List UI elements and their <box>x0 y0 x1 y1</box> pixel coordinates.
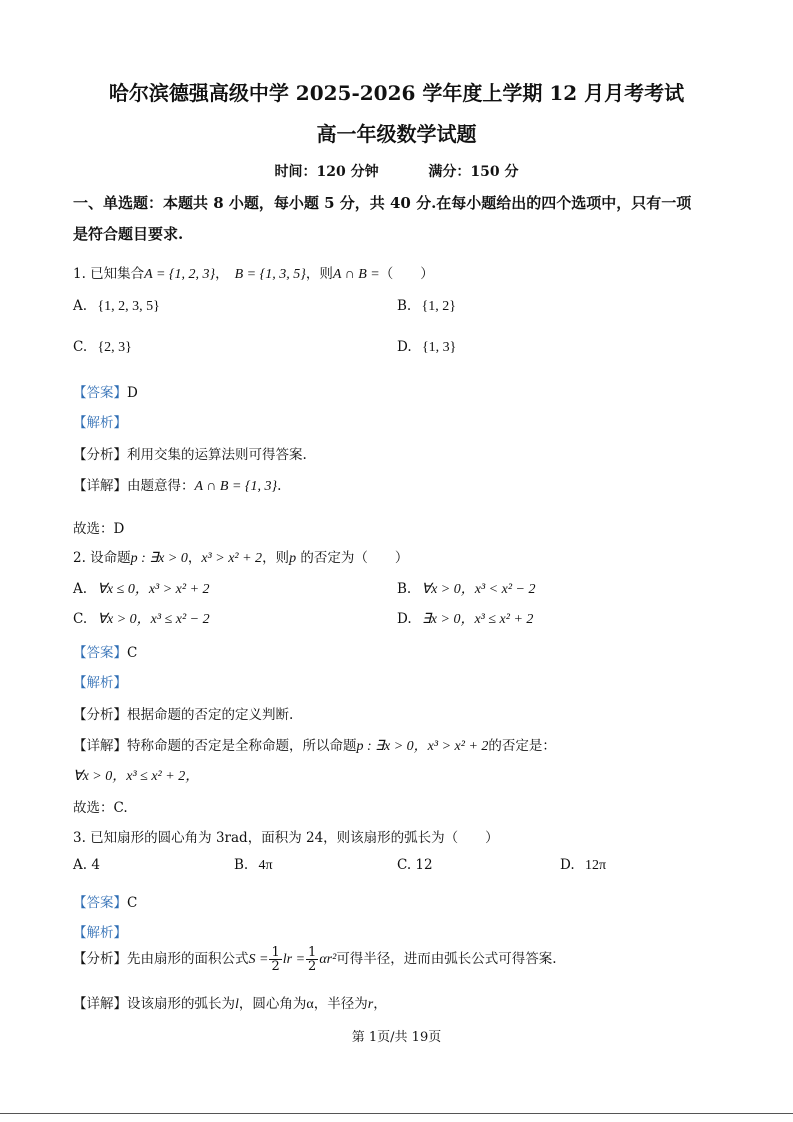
exam-subtitle: 高一年级数学试题 <box>316 122 477 146</box>
answer-label: 【答案】 <box>73 895 127 911</box>
xiangjie-prefix: 设该扇形的弧长为 <box>127 996 235 1012</box>
q1-stem-prefix: 1. 已知集合 <box>73 266 145 282</box>
q3-answer <box>73 891 137 911</box>
q2-stem <box>73 546 408 567</box>
q1-then: ，则 <box>305 266 333 282</box>
q1-option-a <box>73 298 160 315</box>
fraction-denominator: 2 <box>308 959 317 974</box>
exam-title: 哈尔滨德强高级中学 2025-2026 学年度上学期 12 月月考考试 <box>108 81 685 105</box>
q3-option-d <box>560 857 606 874</box>
option-label: A. <box>73 581 88 597</box>
fraction-half <box>269 946 281 973</box>
answer-label: 【答案】 <box>73 385 127 401</box>
fenxi-label: 【分析】 <box>73 707 127 723</box>
xiangjie-label: 【详解】 <box>73 478 127 494</box>
q1-choice: 故选：D <box>73 521 125 537</box>
option-label: B. <box>234 857 249 873</box>
formula-lr: lr = <box>282 952 306 967</box>
var-alpha: α <box>306 997 314 1012</box>
fraction-numerator: 1 <box>308 945 317 960</box>
option-label: A. <box>73 298 88 314</box>
page-number: 第 1页/共 19页 <box>351 1030 442 1045</box>
section-heading-line2: 是符合题目要求. <box>73 225 184 243</box>
option-label: D. <box>560 857 575 873</box>
q1-answer <box>73 381 138 401</box>
q1-analysis-label: 【解析】 <box>73 415 127 431</box>
option-label: B. <box>397 298 412 314</box>
section-heading-line1: 一、单选题：本题共 8 小题，每小题 5 分，共 40 分.在每小题给出的四个选项中，只有一项 <box>73 194 692 212</box>
xiangjie-expr: p : ∃x > 0，x³ > x² + 2 <box>356 739 489 754</box>
xiangjie-prefix: 由题意得： <box>127 478 195 494</box>
q2-answer <box>73 641 137 661</box>
q2-option-d <box>397 608 533 628</box>
q2-option-a <box>73 578 210 598</box>
formula-ar: αr² <box>319 952 337 967</box>
fraction-half <box>306 946 318 973</box>
page-bottom-divider <box>0 1113 793 1114</box>
exam-meta <box>0 161 793 181</box>
q3-fenxi <box>73 946 557 973</box>
q3-analysis-label: 【解析】 <box>73 925 127 941</box>
option-value: ∀x > 0，x³ < x² − 2 <box>421 582 536 597</box>
xiangjie-prefix: 特称命题的否定是全称命题，所以命题 <box>127 738 357 754</box>
answer-value: C <box>127 895 138 911</box>
fenxi-text: 根据命题的否定的定义判断. <box>127 707 294 723</box>
fenxi-label: 【分析】 <box>73 951 127 967</box>
q1-option-d <box>397 339 456 356</box>
negation-expr: ∀x > 0，x³ ≤ x² + 2， <box>73 769 200 784</box>
xiangjie-end: 的否定是： <box>488 738 556 754</box>
q1-paren: （ ） <box>379 266 434 282</box>
option-value: ∀x ≤ 0，x³ > x² + 2 <box>97 582 210 597</box>
q2-stem-end: 的否定为（ ） <box>296 550 409 566</box>
q1-stem <box>73 262 434 283</box>
option-value: {1, 2, 3, 5} <box>97 299 160 314</box>
q2-xiangjie <box>73 734 556 755</box>
q2-p: p <box>289 551 297 566</box>
q3-option-c: C. 12 <box>397 857 433 873</box>
q1-option-b <box>397 298 456 315</box>
score-label: 满分：150 分 <box>428 164 519 180</box>
q3-stem: 3. 已知扇形的圆心角为 3rad，面积为 24，则该扇形的弧长为（ ） <box>73 830 499 846</box>
q3-option-a: A. 4 <box>73 857 100 873</box>
option-label: C. <box>73 611 88 627</box>
xiangjie-expr: A ∩ B = {1, 3} <box>194 479 278 494</box>
q2-fenxi <box>73 703 293 723</box>
xiangjie-label: 【详解】 <box>73 738 127 754</box>
formula-s: S = <box>248 952 269 967</box>
q1-set-b: B = {1, 3, 5} <box>234 267 306 282</box>
option-value: {2, 3} <box>97 340 132 355</box>
q3-option-b <box>234 857 273 874</box>
q2-inequality: x³ > x² + 2 <box>201 551 263 566</box>
fraction-denominator: 2 <box>271 959 280 974</box>
option-label: D. <box>397 611 412 627</box>
option-value: 4π <box>258 858 273 873</box>
xiangjie-mid2: ，半径为 <box>313 996 368 1012</box>
q1-sep: ， <box>215 266 229 282</box>
q1-xiangjie <box>73 474 281 495</box>
q2-choice: 故选：C. <box>73 800 128 816</box>
option-value: ∀x > 0，x³ ≤ x² − 2 <box>97 612 210 627</box>
q1-intersection: A ∩ B = <box>332 267 380 282</box>
fenxi-prefix: 先由扇形的面积公式 <box>127 951 249 967</box>
answer-value: D <box>127 385 138 401</box>
answer-label: 【答案】 <box>73 645 127 661</box>
fenxi-text: 利用交集的运算法则可得答案. <box>127 447 307 463</box>
q2-option-b <box>397 578 535 598</box>
time-label: 时间：120 分钟 <box>274 164 379 180</box>
xiangjie-mid: ，圆心角为 <box>238 996 307 1012</box>
fenxi-label: 【分析】 <box>73 447 127 463</box>
q3-xiangjie <box>73 992 387 1013</box>
q2-sep: ， <box>187 550 202 566</box>
var-r: r <box>367 997 374 1012</box>
option-label: C. <box>73 339 88 355</box>
answer-value: C <box>127 645 138 661</box>
option-label: B. <box>397 581 412 597</box>
xiangjie-end: ， <box>373 996 387 1012</box>
option-value: {1, 3} <box>421 340 457 355</box>
option-value: {1, 2} <box>421 299 456 314</box>
option-value: 12π <box>584 858 607 873</box>
q2-negation <box>73 765 199 785</box>
q2-then: ，则 <box>262 550 290 566</box>
xiangjie-end: . <box>277 478 282 494</box>
q1-fenxi <box>73 443 307 463</box>
q1-option-c <box>73 339 132 356</box>
fraction-numerator: 1 <box>271 945 280 960</box>
q1-set-a: A = {1, 2, 3} <box>144 267 216 282</box>
q2-analysis-label: 【解析】 <box>73 675 127 691</box>
q2-proposition: p : ∃x > 0 <box>130 551 188 566</box>
var-l: l <box>235 997 239 1012</box>
fenxi-end: 可得半径，进而由弧长公式可得答案. <box>336 951 557 967</box>
option-label: D. <box>397 339 412 355</box>
q2-stem-prefix: 2. 设命题 <box>73 550 131 566</box>
option-value: ∃x > 0，x³ ≤ x² + 2 <box>421 612 534 627</box>
q2-option-c <box>73 608 210 628</box>
xiangjie-label: 【详解】 <box>73 996 127 1012</box>
